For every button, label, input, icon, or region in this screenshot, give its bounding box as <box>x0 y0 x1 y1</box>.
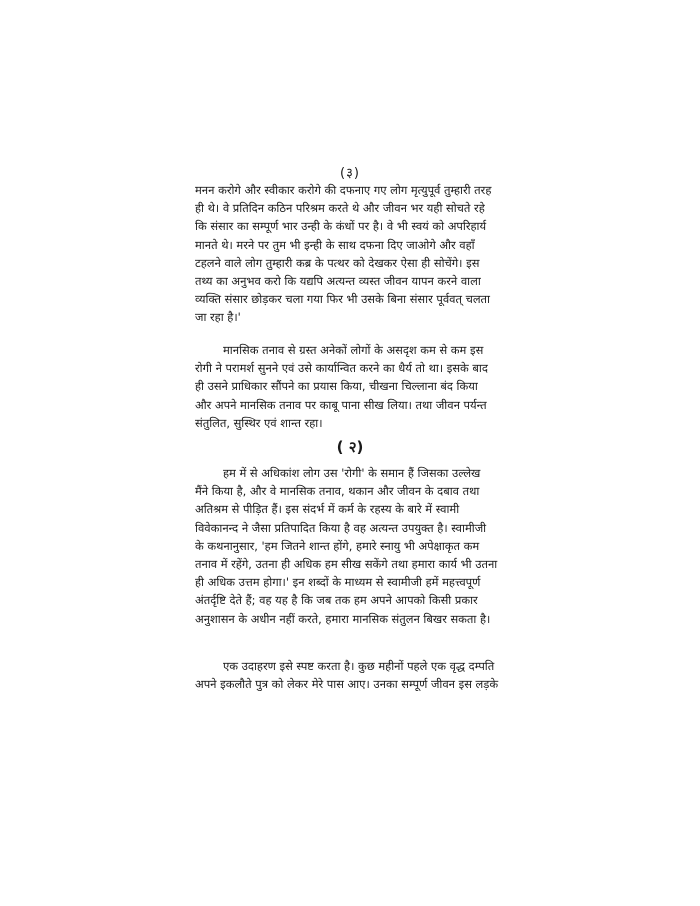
paragraph-line: मानसिक तनाव से ग्रस्त अनेकों लोगों के असदृश कम से कम इस <box>223 343 484 357</box>
paragraph-line: एक उदाहरण इसे स्पष्ट करता है। कुछ महीनों पहले एक वृद्ध दम्पति <box>223 659 495 673</box>
paragraph-line: विवेकानन्द ने जैसा प्रतिपादित किया है वह अत्यन्त उपयुक्त है। स्वामीजी <box>195 520 487 535</box>
paragraph-line: अनुशासन के अधीन नहीं करते, हमारा मानसिक संतुलन बिखर सकता है। <box>195 611 491 626</box>
section-heading: ( २) <box>336 438 364 456</box>
paragraph-line: अंतर्दृष्टि देते हैं; वह यह है कि जब तक हम अपने आपको किसी प्रकार <box>195 593 478 608</box>
paragraph-line: मानते थे। मरने पर तुम भी इन्ही के साथ दफना दिए जाओगे और वहाँ <box>195 237 475 252</box>
paragraph-line: के कथनानुसार, 'हम जितने शान्त होंगे, हमारे स्नायु भी अपेक्षाकृत कम <box>195 538 480 553</box>
paragraph-line: ही उसने प्राधिकार सौंपने का प्रयास किया, चीखना चिल्लाना बंद किया <box>195 379 478 394</box>
paragraph-line: टहलने वाले लोग तुम्हारी कब्र के पत्थर को देखकर ऐसा ही सोचेंगे। इस <box>195 255 480 270</box>
paragraph-line: जा रहा है।' <box>195 310 241 325</box>
paragraph-line: तनाव में रहेंगे, उतना ही अधिक हम सीख सकेंगे तथा हमारा कार्य भी उतना <box>195 557 498 572</box>
paragraph-line: व्यक्ति संसार छोड़कर चला गया फिर भी उसके बिना संसार पूर्ववत् चलता <box>195 292 491 307</box>
page-number: (३) <box>340 166 360 181</box>
paragraph-4 <box>195 657 505 693</box>
paragraph-line: संतुलित, सुस्थिर एवं शान्त रहा। <box>195 415 323 430</box>
paragraph-line: रोगी ने परामर्श सुनने एवं उसे कार्यान्वित करने का धैर्य तो था। इसके बाद <box>195 361 488 376</box>
paragraph-1 <box>195 181 505 327</box>
paragraph-2 <box>195 341 505 432</box>
paragraph-line: और अपने मानसिक तनाव पर काबू पाना सीख लिया। तथा जीवन पर्यन्त <box>195 397 487 412</box>
paragraph-line: मनन करोगे और स्वीकार करोगे की दफनाए गए लोग मृत्युपूर्व तुम्हारी तरह <box>195 183 492 197</box>
paragraph-line: मैंने किया है, और वे मानसिक तनाव, थकान और जीवन के दबाव तथा <box>195 484 480 499</box>
paragraph-line: अतिश्रम से पीड़ित हैं। इस संदर्भ में कर्म के रहस्य के बारे में स्वामी <box>195 502 460 517</box>
paragraph-3 <box>195 464 505 628</box>
paragraph-line: अपने इकलौते पुत्र को लेकर मेरे पास आए। उनका सम्पूर्ण जीवन इस लड़के <box>195 677 499 692</box>
paragraph-line: हम में से अधिकांश लोग उस 'रोगी' के समान हैं जिसका उल्लेख <box>223 466 481 480</box>
paragraph-line: ही अधिक उत्तम होगा।' इन शब्दों के माध्यम से स्वामीजी हमें महत्त्वपूर्ण <box>195 575 481 590</box>
paragraph-line: कि संसार का सम्पूर्ण भार उन्ही के कंधों पर है। वे भी स्वयं को अपरिहार्य <box>195 219 487 234</box>
paragraph-line: तथ्य का अनुभव करो कि यद्यपि अत्यन्त व्यस्त जीवन यापन करने वाला <box>195 274 481 289</box>
paragraph-line: ही थे। वे प्रतिदिन कठिन परिश्रम करते थे और जीवन भर यही सोचते रहे <box>195 201 485 216</box>
